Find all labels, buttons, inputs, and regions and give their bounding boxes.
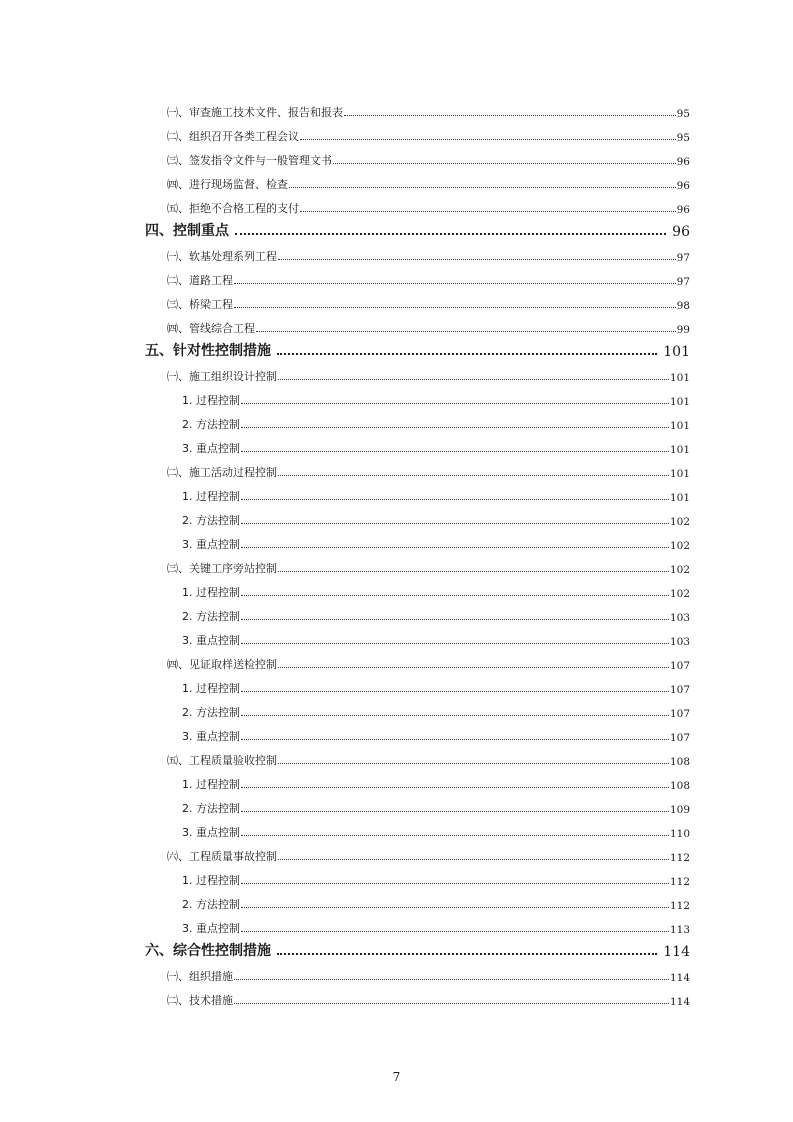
toc-subsection[interactable] <box>167 98 690 120</box>
dot-leader <box>241 811 669 812</box>
toc-entry-label: ㈠、软基处理系列工程 <box>167 250 277 263</box>
toc-page-number: 101 <box>669 372 690 384</box>
dot-leader <box>241 691 669 692</box>
dot-leader <box>277 353 657 355</box>
toc-item[interactable] <box>182 434 690 456</box>
toc-page-number: 95 <box>676 132 690 144</box>
toc-entry-label: ㈢、关键工序旁站控制 <box>167 562 277 575</box>
toc-item[interactable] <box>182 770 690 792</box>
dot-leader <box>300 211 676 212</box>
dot-leader <box>241 403 669 404</box>
toc-page-number: 107 <box>669 708 690 720</box>
dot-leader <box>256 331 676 332</box>
toc-page-number: 96 <box>676 180 690 192</box>
toc-page-number: 97 <box>676 252 690 264</box>
toc-page-number: 114 <box>663 944 690 960</box>
dot-leader <box>241 595 669 596</box>
toc-subsection[interactable] <box>167 842 690 864</box>
toc-item[interactable] <box>182 866 690 888</box>
toc-entry-label: ㈡、组织召开各类工程会议 <box>167 130 299 143</box>
toc-page-number: 114 <box>669 972 690 984</box>
toc-entry-label: 五、针对性控制措施 <box>145 343 271 359</box>
toc-subsection[interactable] <box>167 146 690 168</box>
toc-entry-label: ㈡、施工活动过程控制 <box>167 466 277 479</box>
toc-page-number: 108 <box>669 756 690 768</box>
toc-section-heading[interactable] <box>145 218 690 240</box>
toc-section-heading[interactable] <box>145 338 690 360</box>
toc-subsection[interactable] <box>167 194 690 216</box>
toc-item[interactable] <box>182 506 690 528</box>
toc-entry-label: ㈤、拒绝不合格工程的支付 <box>167 202 299 215</box>
dot-leader <box>277 953 657 955</box>
dot-leader <box>234 979 669 980</box>
dot-leader <box>289 187 676 188</box>
toc-item[interactable] <box>182 578 690 600</box>
toc-item[interactable] <box>182 722 690 744</box>
dot-leader <box>241 907 669 908</box>
toc-item[interactable] <box>182 530 690 552</box>
toc-page-number: 96 <box>676 204 690 216</box>
dot-leader <box>278 379 669 380</box>
toc-subsection[interactable] <box>167 458 690 480</box>
toc-entry-label: 3. 重点控制 <box>182 634 240 647</box>
toc-page-number: 102 <box>669 516 690 528</box>
toc-page-number: 107 <box>669 732 690 744</box>
toc-subsection[interactable] <box>167 290 690 312</box>
dot-leader <box>241 835 669 836</box>
toc-page-number: 103 <box>669 636 690 648</box>
toc-page-number: 112 <box>669 852 690 864</box>
toc-entry-label: 2. 方法控制 <box>182 802 240 815</box>
toc-item[interactable] <box>182 626 690 648</box>
toc-page-number: 98 <box>676 300 690 312</box>
toc-entry-label: 1. 过程控制 <box>182 490 240 503</box>
toc-entry-label: 六、综合性控制措施 <box>145 943 271 959</box>
toc-page-number: 102 <box>669 588 690 600</box>
toc-entry-label: 2. 方法控制 <box>182 898 240 911</box>
toc-entry-label: ㈢、桥梁工程 <box>167 298 233 311</box>
dot-leader <box>241 787 669 788</box>
dot-leader <box>241 547 669 548</box>
toc-item[interactable] <box>182 914 690 936</box>
dot-leader <box>234 307 676 308</box>
dot-leader <box>278 859 669 860</box>
toc-item[interactable] <box>182 674 690 696</box>
toc-page-number: 102 <box>669 540 690 552</box>
dot-leader <box>278 667 669 668</box>
toc-entry-label: 3. 重点控制 <box>182 538 240 551</box>
toc-page-number: 101 <box>669 396 690 408</box>
dot-leader <box>241 643 669 644</box>
toc-entry-label: ㈤、工程质量验收控制 <box>167 754 277 767</box>
toc-entry-label: ㈢、签发指令文件与一般管理文书 <box>167 154 332 167</box>
toc-item[interactable] <box>182 410 690 432</box>
toc-page-number: 101 <box>663 344 690 360</box>
toc-entry-label: ㈥、工程质量事故控制 <box>167 850 277 863</box>
toc-entry-label: ㈡、技术措施 <box>167 994 233 1007</box>
toc-entry-label: ㈠、审查施工技术文件、报告和报表 <box>167 106 343 119</box>
dot-leader <box>235 233 666 235</box>
toc-item[interactable] <box>182 386 690 408</box>
toc-page-number: 113 <box>669 924 690 936</box>
toc-section-heading[interactable] <box>145 938 690 960</box>
toc-entry-label: 四、控制重点 <box>145 223 229 239</box>
toc-entry-label: 3. 重点控制 <box>182 826 240 839</box>
toc-entry-label: 2. 方法控制 <box>182 418 240 431</box>
dot-leader <box>241 451 669 452</box>
toc-subsection[interactable] <box>167 986 690 1008</box>
toc-entry-label: 2. 方法控制 <box>182 706 240 719</box>
dot-leader <box>241 931 669 932</box>
toc-page-number: 96 <box>672 224 690 240</box>
toc-entry-label: ㈣、管线综合工程 <box>167 322 255 335</box>
toc-entry-label: 3. 重点控制 <box>182 442 240 455</box>
toc-page-number: 101 <box>669 492 690 504</box>
toc-entry-label: 3. 重点控制 <box>182 922 240 935</box>
dot-leader <box>278 475 669 476</box>
dot-leader <box>241 715 669 716</box>
toc-subsection[interactable] <box>167 554 690 576</box>
toc-item[interactable] <box>182 482 690 504</box>
dot-leader <box>333 163 676 164</box>
page-number: 7 <box>392 1070 401 1084</box>
toc-page-number: 110 <box>669 828 690 840</box>
toc-page-number: 97 <box>676 276 690 288</box>
toc-entry-label: ㈣、见证取样送检控制 <box>167 658 277 671</box>
toc-entry-label: 1. 过程控制 <box>182 586 240 599</box>
dot-leader <box>241 739 669 740</box>
toc-entry-label: 1. 过程控制 <box>182 394 240 407</box>
toc-page-number: 101 <box>669 468 690 480</box>
dot-leader <box>300 139 676 140</box>
toc-subsection[interactable] <box>167 962 690 984</box>
toc-item[interactable] <box>182 818 690 840</box>
toc-entry-label: 2. 方法控制 <box>182 514 240 527</box>
dot-leader <box>278 259 676 260</box>
toc-item[interactable] <box>182 698 690 720</box>
dot-leader <box>241 619 669 620</box>
toc-item[interactable] <box>182 794 690 816</box>
toc-entry-label: 2. 方法控制 <box>182 610 240 623</box>
dot-leader <box>241 523 669 524</box>
toc-subsection[interactable] <box>167 170 690 192</box>
toc-entry-label: 1. 过程控制 <box>182 682 240 695</box>
toc-subsection[interactable] <box>167 650 690 672</box>
toc-page-number: 103 <box>669 612 690 624</box>
toc-page-number: 114 <box>669 996 690 1008</box>
toc-page-number: 95 <box>676 108 690 120</box>
toc-page-number: 107 <box>669 684 690 696</box>
toc-entry-label: ㈠、组织措施 <box>167 970 233 983</box>
toc-subsection[interactable] <box>167 122 690 144</box>
toc-subsection[interactable] <box>167 314 690 336</box>
toc-page-number: 112 <box>669 876 690 888</box>
toc-entry-label: ㈠、施工组织设计控制 <box>167 370 277 383</box>
toc-page-number: 108 <box>669 780 690 792</box>
toc-subsection[interactable] <box>167 242 690 264</box>
dot-leader <box>344 115 676 116</box>
toc-page-number: 101 <box>669 444 690 456</box>
dot-leader <box>241 883 669 884</box>
toc-page-number: 96 <box>676 156 690 168</box>
toc-entry-label: ㈡、道路工程 <box>167 274 233 287</box>
toc-page-number: 107 <box>669 660 690 672</box>
toc-page-number: 102 <box>669 564 690 576</box>
toc-subsection[interactable] <box>167 362 690 384</box>
toc-page-number: 101 <box>669 420 690 432</box>
toc-page-number: 112 <box>669 900 690 912</box>
toc-item[interactable] <box>182 602 690 624</box>
dot-leader <box>241 499 669 500</box>
dot-leader <box>234 283 676 284</box>
dot-leader <box>241 427 669 428</box>
dot-leader <box>234 1003 669 1004</box>
toc-entry-label: ㈣、进行现场监督、检查 <box>167 178 288 191</box>
dot-leader <box>278 571 669 572</box>
toc-entry-label: 1. 过程控制 <box>182 874 240 887</box>
toc-subsection[interactable] <box>167 746 690 768</box>
toc-item[interactable] <box>182 890 690 912</box>
toc-entry-label: 1. 过程控制 <box>182 778 240 791</box>
toc-subsection[interactable] <box>167 266 690 288</box>
dot-leader <box>278 763 669 764</box>
toc-page-number: 109 <box>669 804 690 816</box>
toc-page-number: 99 <box>676 324 690 336</box>
toc-entry-label: 3. 重点控制 <box>182 730 240 743</box>
